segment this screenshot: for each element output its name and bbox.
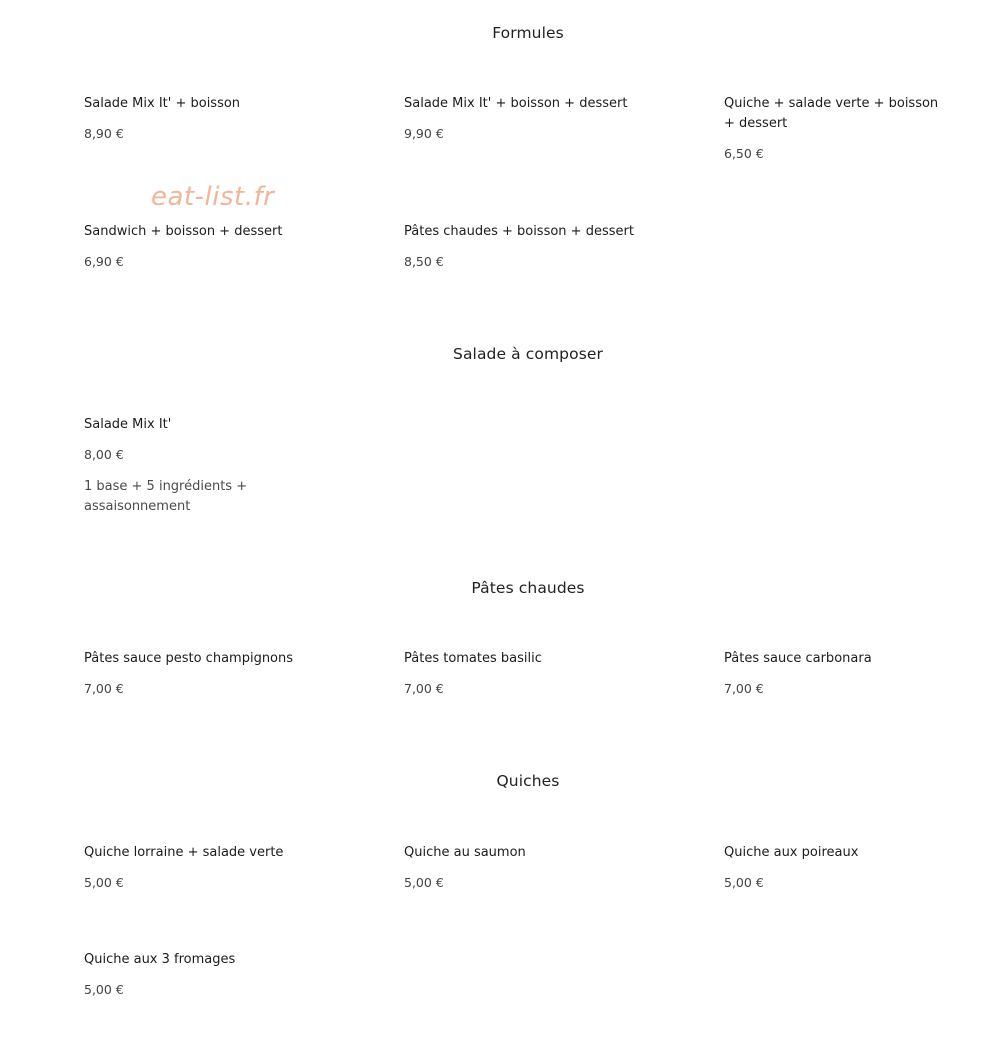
menu-item	[84, 843, 324, 891]
item-price: 8,00 €	[84, 447, 124, 462]
menu-item	[84, 94, 324, 142]
section-title-pates: Pâtes chaudes	[471, 579, 585, 597]
item-name: Pâtes sauce carbonara	[724, 651, 872, 666]
item-name: Quiche aux 3 fromages	[84, 952, 236, 967]
menu-item	[84, 415, 324, 517]
item-price: 7,00 €	[404, 681, 444, 696]
item-price: 6,50 €	[724, 146, 764, 161]
watermark-logo: eat-list.fr	[151, 182, 275, 212]
menu-item	[404, 649, 644, 697]
item-description: 1 base + 5 ingrédients + assaisonnement	[84, 479, 248, 514]
menu-item	[84, 649, 324, 697]
menu-item	[404, 94, 644, 142]
menu-item	[724, 94, 949, 162]
menu-item	[404, 843, 644, 891]
menu-item	[724, 649, 964, 697]
item-name: Salade Mix It' + boisson	[84, 96, 241, 111]
menu-item	[404, 222, 644, 270]
section-title-formules: Formules	[492, 24, 564, 42]
item-price: 5,00 €	[404, 875, 444, 890]
item-name: Pâtes tomates basilic	[404, 651, 542, 666]
menu-item	[84, 950, 324, 998]
item-price: 9,90 €	[404, 126, 444, 141]
item-name: Pâtes sauce pesto champignons	[84, 651, 294, 666]
item-name: Sandwich + boisson + dessert	[84, 224, 283, 239]
item-price: 7,00 €	[724, 681, 764, 696]
menu-item	[84, 222, 324, 270]
item-name: Salade Mix It'	[84, 417, 172, 432]
section-title-quiches: Quiches	[496, 772, 560, 790]
item-name: Quiche aux poireaux	[724, 845, 859, 860]
item-name: Quiche + salade verte + boisson + dessert	[724, 96, 939, 131]
item-price: 6,90 €	[84, 254, 124, 269]
item-price: 5,00 €	[84, 875, 124, 890]
menu-item	[724, 843, 964, 891]
item-name: Salade Mix It' + boisson + dessert	[404, 96, 628, 111]
item-name: Pâtes chaudes + boisson + dessert	[404, 224, 634, 239]
item-price: 5,00 €	[724, 875, 764, 890]
item-price: 8,50 €	[404, 254, 444, 269]
section-title-salade: Salade à composer	[453, 345, 603, 363]
item-price: 5,00 €	[84, 982, 124, 997]
item-name: Quiche lorraine + salade verte	[84, 845, 284, 860]
item-price: 8,90 €	[84, 126, 124, 141]
item-price: 7,00 €	[84, 681, 124, 696]
item-name: Quiche au saumon	[404, 845, 526, 860]
